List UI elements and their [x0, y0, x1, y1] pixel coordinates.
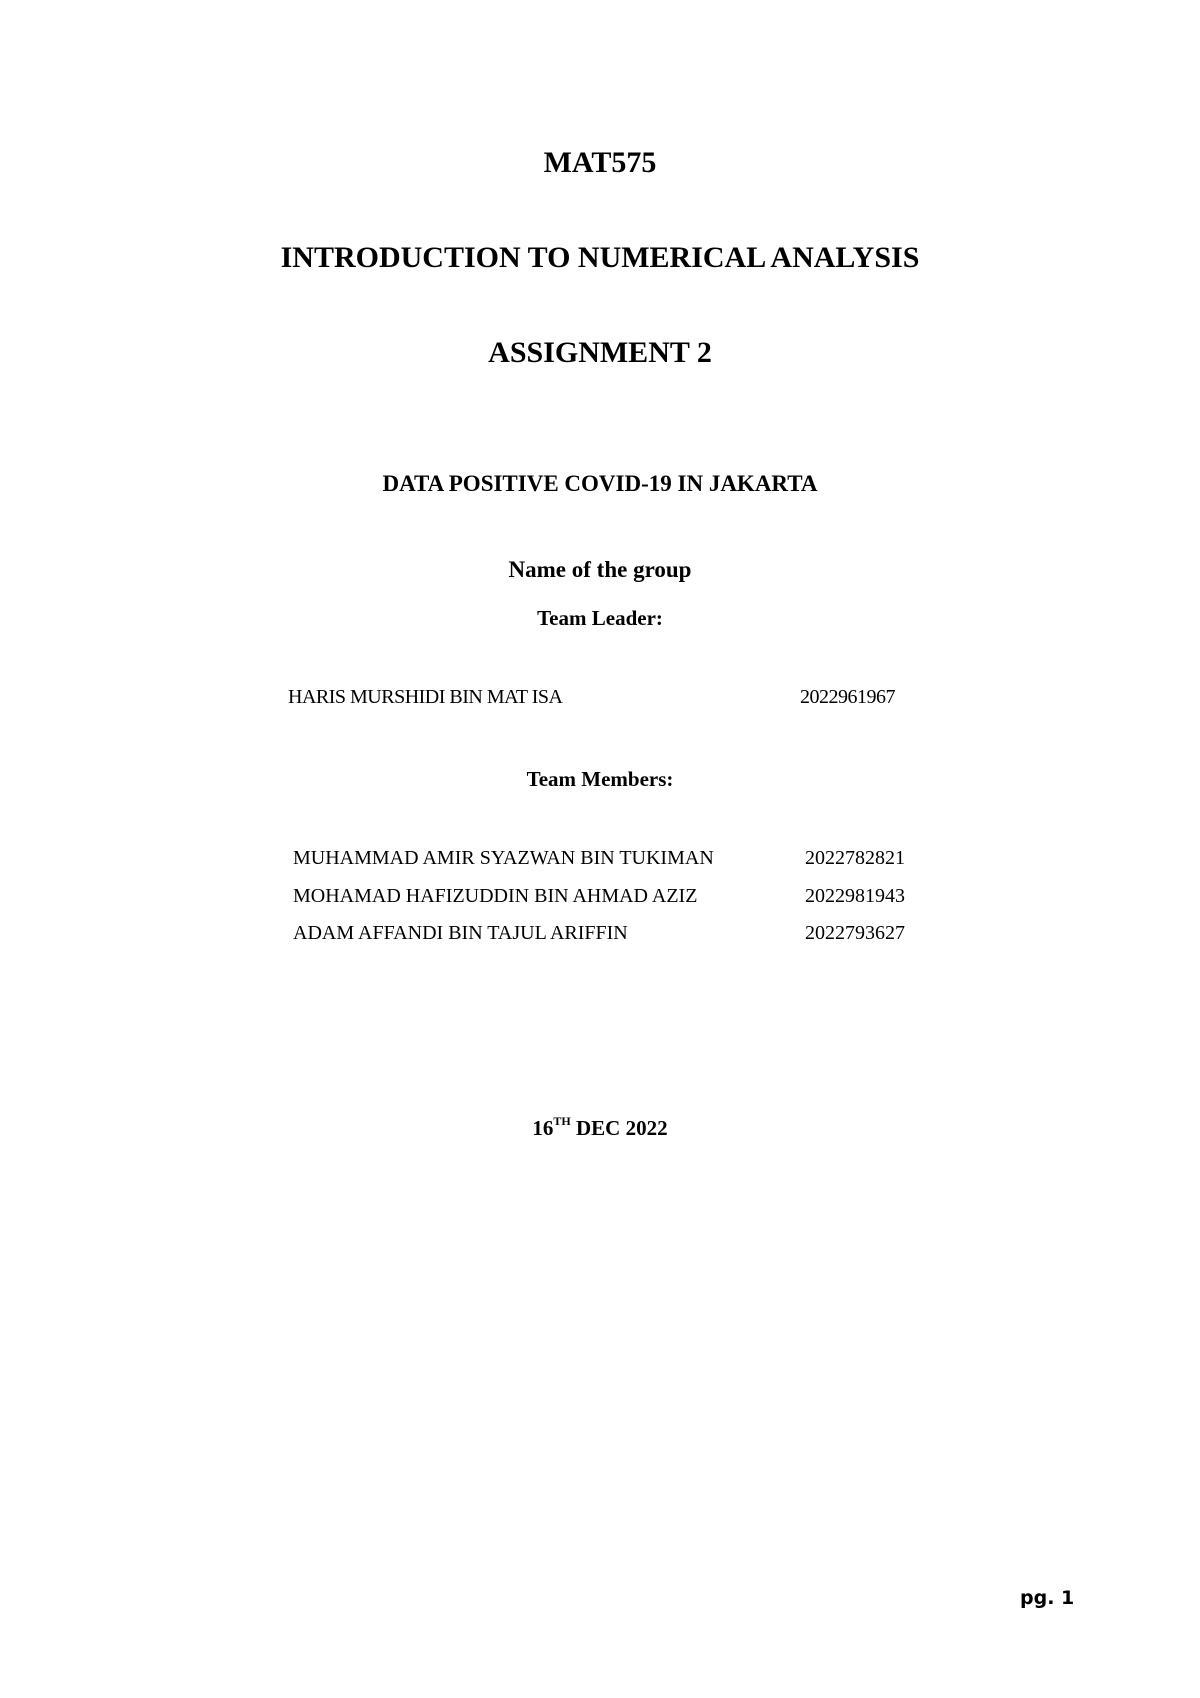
date-day: 16: [532, 1116, 554, 1140]
team-leader-heading: Team Leader:: [537, 606, 663, 630]
date-month-year: DEC 2022: [570, 1116, 668, 1140]
team-members-heading: Team Members:: [526, 767, 674, 791]
member-name: ADAM AFFANDI BIN TAJUL ARIFFIN: [293, 922, 628, 944]
member-id: 2022981943: [805, 885, 905, 907]
submission-date: [0, 1116, 1200, 1141]
member-name: MOHAMAD HAFIZUDDIN BIN AHMAD AZIZ: [293, 885, 698, 907]
group-name-heading: Name of the group: [508, 557, 692, 582]
course-title: INTRODUCTION TO NUMERICAL ANALYSIS: [280, 241, 920, 274]
member-id: 2022793627: [805, 922, 905, 944]
date-ordinal-suffix: TH: [553, 1114, 571, 1128]
team-leader-id: 2022961967: [800, 686, 895, 708]
page-number: pg. 1: [1020, 1587, 1075, 1609]
member-id: 2022782821: [805, 847, 905, 869]
assignment-title: ASSIGNMENT 2: [488, 336, 712, 369]
project-title: DATA POSITIVE COVID-19 IN JAKARTA: [382, 471, 818, 496]
team-leader-name: HARIS MURSHIDI BIN MAT ISA: [288, 686, 563, 708]
member-name: MUHAMMAD AMIR SYAZWAN BIN TUKIMAN: [293, 847, 714, 869]
course-code: MAT575: [543, 146, 657, 179]
